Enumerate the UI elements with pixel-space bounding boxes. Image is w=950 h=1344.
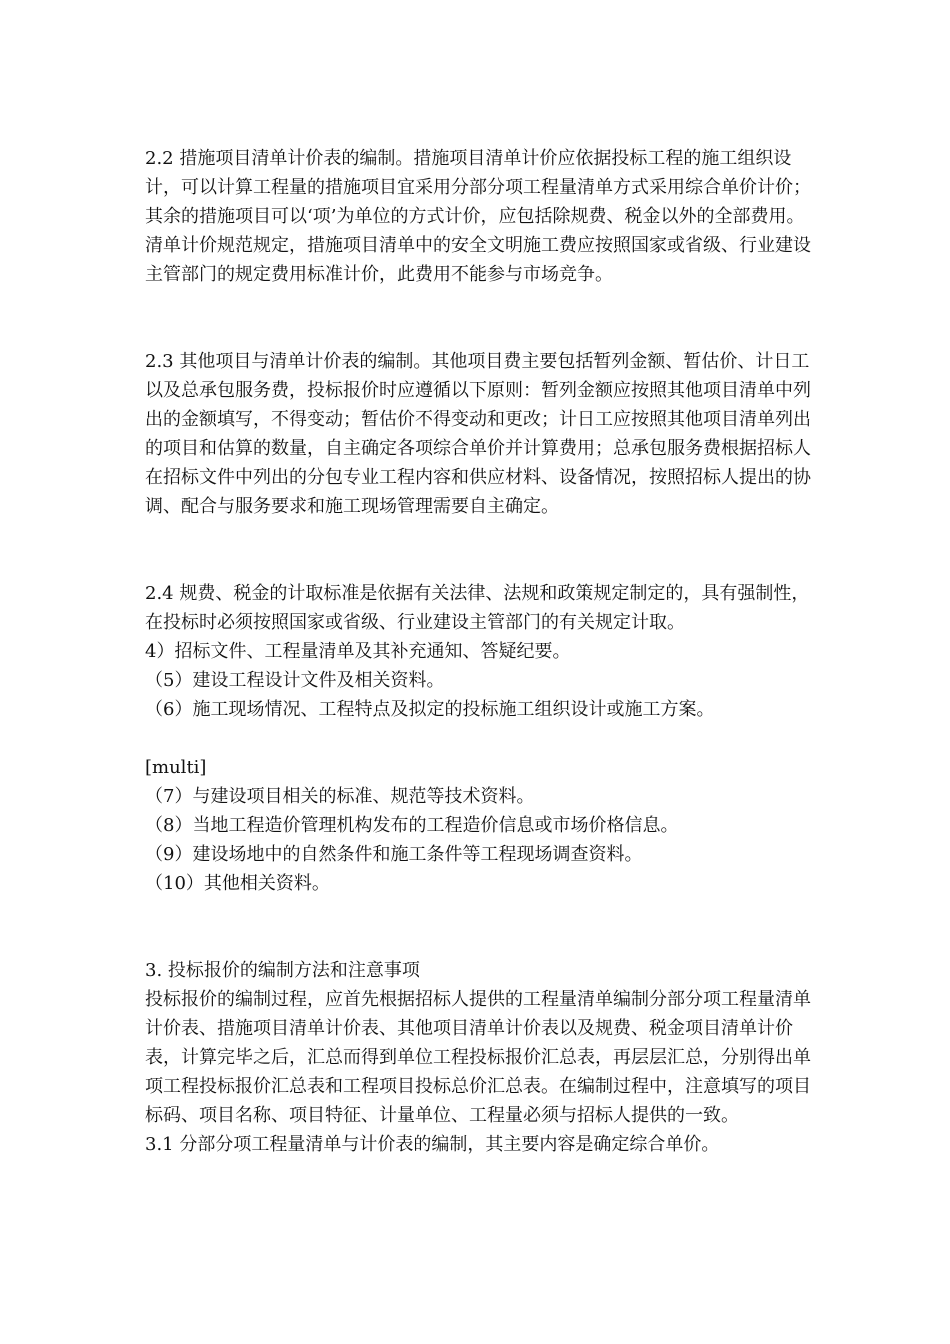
multi-tag: [multi]	[145, 757, 207, 778]
document-page	[145, 144, 817, 1159]
paragraph-2-2-intro: 2.2 措施项目清单计价表的编制。措施项目清单计价应依据投标工程的施工组织设计，可以计算工程量的措施项目宜采用分部分项工程量清单方式采用综合单价计价；其余的措施项目可以‘项’为单位的方式计价，应包括除规费、税金以外的全部费用。	[145, 148, 811, 227]
spacer	[145, 521, 817, 579]
section-3-heading: 3. 投标报价的编制方法和注意事项	[145, 960, 420, 981]
paragraph-2-3: 2.3 其他项目与清单计价表的编制。其他项目费主要包括暂列金额、暂估价、计日工以及总承包服务费，投标报价时应遵循以下原则：暂列金额应按照其他项目清单中列出的金额填写，不得变动；暂估价不得变动和更改；计日工应按照其他项目清单列出的项目和估算的数量，自主确定各项综合单价并计算费用；总承包服务费根据招标人在招标文件中列出的分包专业工程内容和供应材料、设备情况，按照招标人提出的协调、配合与服务要求和施工现场管理需要自主确定。	[145, 351, 811, 517]
section-multi	[145, 753, 817, 898]
list-item-6: （6）施工现场情况、工程特点及拟定的投标施工组织设计或施工方案。	[145, 699, 715, 720]
paragraph-2-4: 2.4 规费、税金的计取标准是依据有关法律、法规和政策规定制定的，具有强制性，在投标时必须按照国家或省级、行业建设主管部门的有关规定计取。	[145, 583, 810, 633]
list-item-4: 4）招标文件、工程量清单及其补充通知、答疑纪要。	[145, 641, 571, 662]
paragraph-3-process: 投标报价的编制过程，应首先根据招标人提供的工程量清单编制分部分项工程量清单计价表、措施项目清单计价表、其他项目清单计价表以及规费、税金项目清单计价表，计算完毕之后，汇总而得到单位工程投标报价汇总表，再层层汇总，分别得出单项工程投标报价汇总表和工程项目投标总价汇总表。在编制过程中，注意填写的项目标码、项目名称、项目特征、计量单位、工程量必须与招标人提供的一致。	[145, 989, 811, 1126]
list-item-5: （5）建设工程设计文件及相关资料。	[145, 670, 445, 691]
paragraph-3-1: 3.1 分部分项工程量清单与计价表的编制，其主要内容是确定综合单价。	[145, 1134, 720, 1155]
spacer	[145, 289, 817, 347]
section-2-4	[145, 579, 817, 724]
list-item-10: （10）其他相关资料。	[145, 873, 330, 894]
section-2-3	[145, 347, 817, 521]
spacer	[145, 898, 817, 956]
section-2-2	[145, 144, 817, 289]
spacer	[145, 724, 817, 753]
list-item-8: （8）当地工程造价管理机构发布的工程造价信息或市场价格信息。	[145, 815, 679, 836]
list-item-7: （7）与建设项目相关的标准、规范等技术资料。	[145, 786, 535, 807]
list-item-9: （9）建设场地中的自然条件和施工条件等工程现场调查资料。	[145, 844, 643, 865]
section-3	[145, 956, 817, 1159]
paragraph-2-2-regulation: 清单计价规范规定，措施项目清单中的安全文明施工费应按照国家或省级、行业建设主管部门的规定费用标准计价，此费用不能参与市场竞争。	[145, 235, 811, 285]
